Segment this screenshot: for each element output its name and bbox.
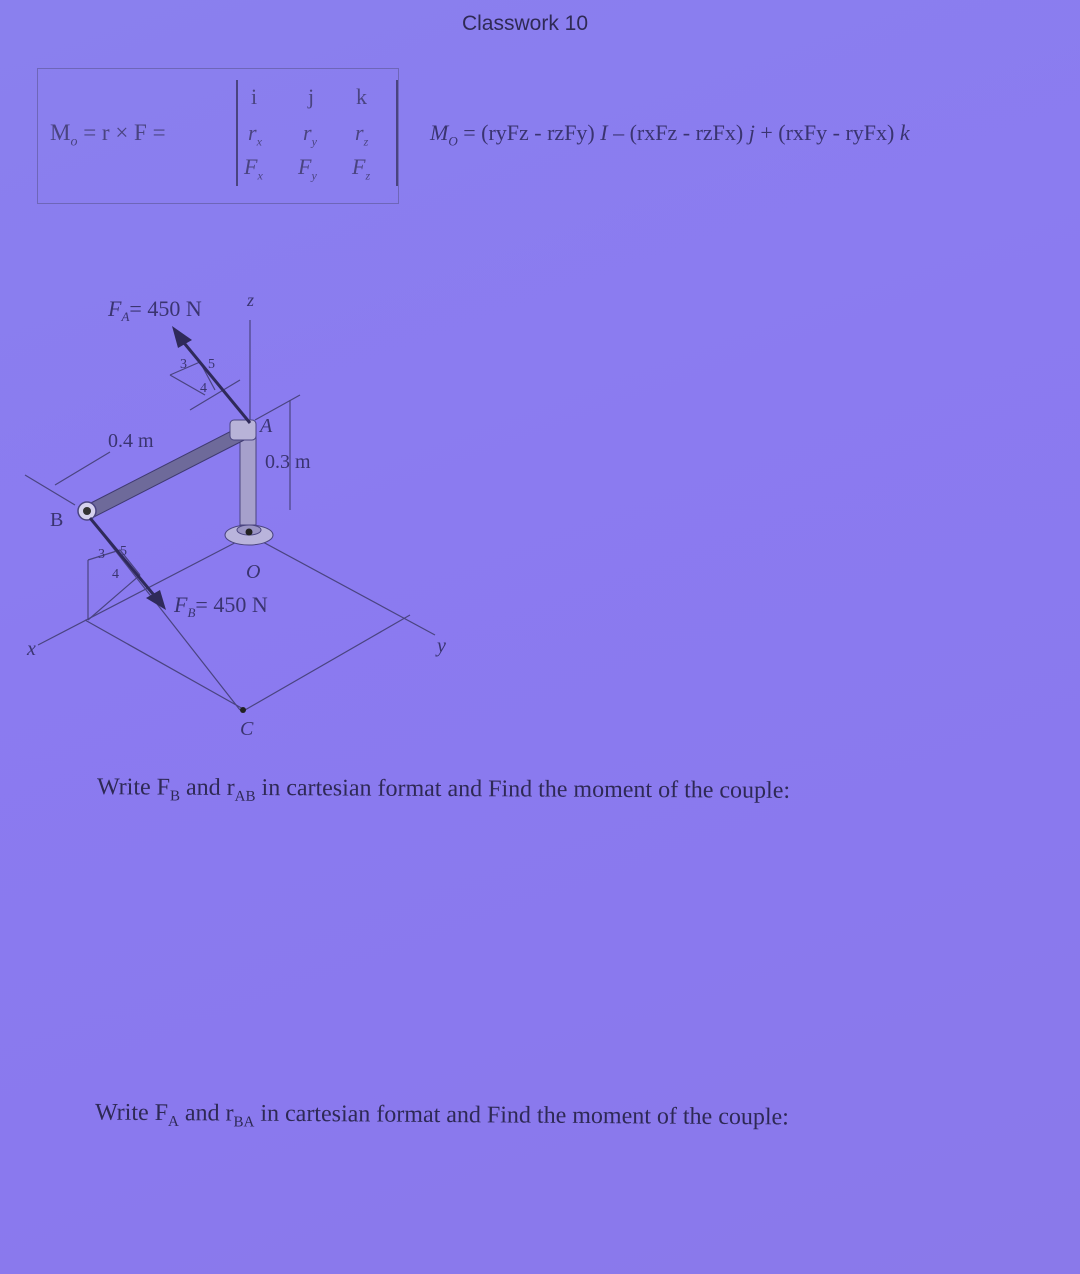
expanded-term-2: – (rxFz - rzFx)	[613, 120, 744, 145]
force-a-arrowhead	[172, 326, 192, 348]
force-b-label: $F_B= 450$ N	[174, 592, 268, 620]
cross-product-text: = r × F =	[83, 120, 166, 145]
question-2: Write $F_A$ and $r_{BA}$ in cartesian format and Find the moment of the couple:	[94, 1099, 789, 1131]
matrix-fz: $F_z$	[352, 154, 371, 183]
triangle-b-5: 5	[120, 544, 127, 559]
moment-symbol: M	[50, 120, 71, 145]
moment-formula-lhs	[50, 120, 166, 151]
dim-ext-0-4m	[55, 452, 110, 485]
matrix-fy: $F_y$	[298, 154, 317, 183]
point-o-label: O	[246, 561, 261, 583]
x-axis-line	[38, 535, 250, 645]
expanded-term-1: = (ryFz - rzFy)	[463, 120, 595, 145]
point-c-label: C	[240, 718, 254, 740]
matrix-i: i	[251, 84, 258, 109]
y-axis-label: y	[437, 635, 446, 657]
triangle-a-3: 3	[180, 357, 187, 372]
plane-line-c-to-y	[245, 615, 410, 710]
unit-vector-i: I	[600, 120, 608, 145]
triangle-b-4: 4	[112, 567, 119, 582]
determinant-matrix	[236, 80, 398, 186]
dim-ext-top	[190, 380, 240, 410]
triangle-a-5: 5	[208, 357, 215, 372]
expanded-lhs-sub: O	[448, 133, 458, 149]
triangle-a-4: 4	[200, 381, 207, 396]
unit-vector-j: j	[748, 120, 755, 145]
z-axis-label: z	[247, 290, 255, 310]
moment-subscript: o	[70, 134, 78, 150]
x-axis-label: x	[27, 638, 36, 660]
plane-line-x-to-c	[85, 620, 245, 710]
elbow-joint-a	[230, 420, 256, 440]
point-o-dot	[246, 529, 253, 536]
force-a-label: $F_A= 450$ N	[108, 296, 202, 324]
point-c-dot	[240, 707, 246, 713]
matrix-j: j	[308, 84, 315, 109]
pipe-assembly-diagram	[0, 280, 470, 750]
point-a-label: A	[260, 415, 273, 437]
matrix-ry: $r_y$	[303, 120, 317, 149]
dimension-0-4m: 0.4 m	[108, 430, 154, 452]
vertical-pipe	[240, 430, 256, 525]
y-axis-line	[250, 535, 435, 635]
determinant-left-bar	[236, 80, 238, 186]
determinant-right-bar	[396, 80, 398, 186]
matrix-rz: $r_z$	[355, 120, 369, 149]
matrix-k: k	[356, 84, 367, 109]
matrix-fx: $F_x$	[244, 154, 263, 183]
moment-expanded-formula	[430, 120, 910, 149]
expanded-term-3: + (rxFy - ryFx)	[760, 120, 895, 145]
point-b-label: B	[50, 509, 64, 531]
matrix-rx: $r_x$	[248, 120, 262, 149]
question-1: Write $F_B$ and $r_{AB}$ in cartesian format and Find the moment of the couple:	[96, 774, 791, 805]
unit-vector-k: k	[899, 120, 910, 145]
triangle-b-3: 3	[98, 547, 105, 562]
expanded-lhs: M	[430, 120, 449, 145]
page-title: Classwork 10	[461, 12, 589, 35]
dim-line-left	[25, 475, 75, 505]
dimension-0-3m: 0.3 m	[265, 451, 311, 473]
